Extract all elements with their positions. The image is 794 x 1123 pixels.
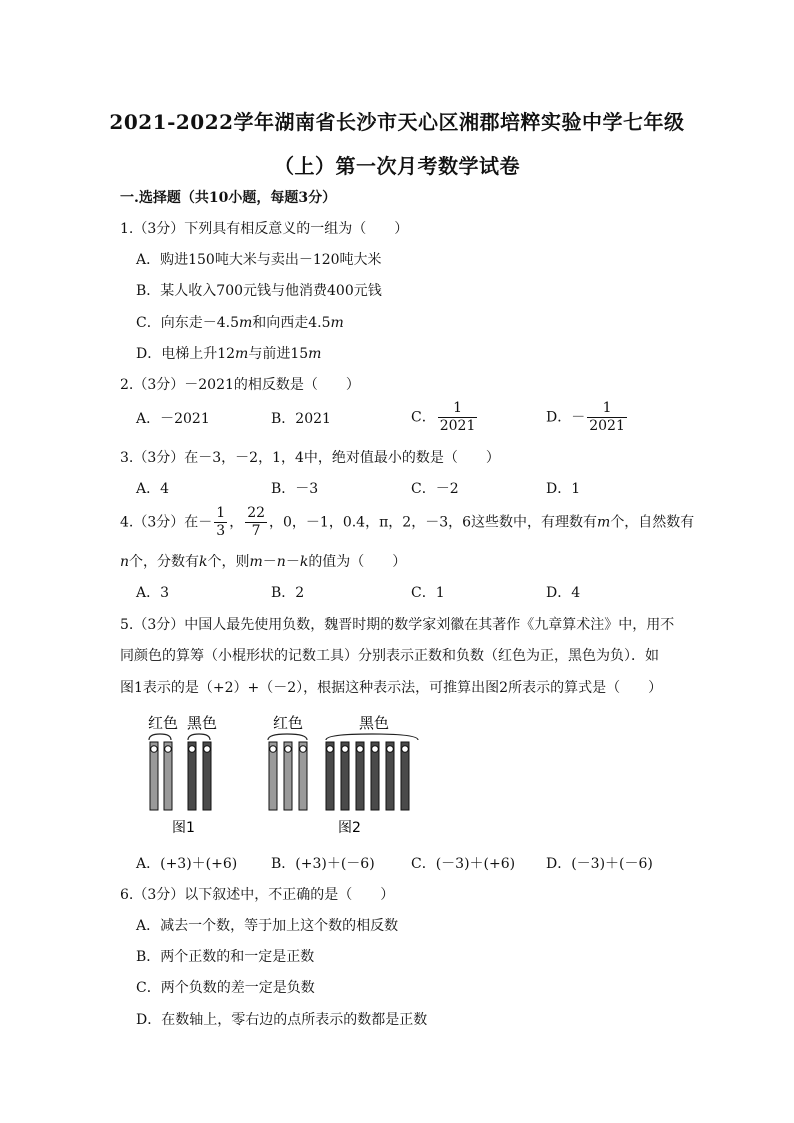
q2-stem: 2.（3分）－2021的相反数是（ ） <box>120 377 360 393</box>
q2-option-c: C． $\frac{1}{2021}$ <box>411 400 476 434</box>
fig2-red-brace <box>268 734 307 740</box>
fig1-black-label: 黑色 <box>187 714 218 732</box>
q3-option-c: C．－2 <box>411 481 459 497</box>
q3-option-a: A．4 <box>136 481 170 497</box>
q6-option-d: D．在数轴上，零右边的点所表示的数都是正数 <box>136 1012 428 1028</box>
q4-option-d: D．4 <box>546 585 581 601</box>
q5-stem-line3: 图1表示的是（+2）+（－2），根据这种表示法，可推算出图2所表示的算式是（ ） <box>120 680 663 696</box>
fig1-black-brace <box>188 734 210 740</box>
q6-stem: 6.（3分）以下叙述中，不正确的是（ ） <box>120 887 395 903</box>
q1-option-b: B．某人收入700元钱与他消费400元钱 <box>136 283 382 299</box>
fig2-red-rod-1 <box>269 742 277 810</box>
q6-option-a: A．减去一个数，等于加上这个数的相反数 <box>136 918 399 934</box>
q4-stem-line1: 4.（3分）在－ $\frac{1}{3}$ ， $\frac{22}{7}$ ，0，－1，0.4，π，2，－3，6这些数中，有理数有m个，自然数有 <box>120 505 695 539</box>
fig2-black-rod-3 <box>356 742 364 810</box>
exam-title-line2: （上）第一次月考数学试卷 <box>274 154 520 178</box>
fig1-red-brace <box>149 734 171 740</box>
q6-option-c: C．两个负数的差一定是负数 <box>136 980 315 996</box>
section-heading: 一.选择题（共10小题，每题3分） <box>120 190 337 206</box>
q4-fraction-2: $\frac{22}{7}$ <box>247 505 266 539</box>
fig1-caption: 图1 <box>172 820 195 836</box>
q4-fraction-1: $\frac{1}{3}$ <box>216 505 226 539</box>
fig2-black-rod-4 <box>371 742 379 810</box>
q3-option-b: B．－3 <box>271 481 319 497</box>
q4-option-b: B．2 <box>271 585 305 601</box>
q5-option-a: A．(+3)＋(+6) <box>136 856 238 872</box>
figure-2-counting-rods <box>260 708 430 838</box>
fig1-red-rod-2 <box>164 742 172 810</box>
q5-stem-line2: 同颜色的算筹（小棍形状的记数工具）分别表示正数和负数（红色为正，黑色为负）．如 <box>120 648 659 664</box>
fig1-red-label: 红色 <box>148 714 179 732</box>
q2-option-d: D．－ $\frac{1}{2021}$ <box>546 400 625 434</box>
q1-option-c: C．向东走－4.5m和向西走4.5m <box>136 315 344 331</box>
q3-stem: 3.（3分）在－3，－2，1，4中，绝对值最小的数是（ ） <box>120 450 500 466</box>
fig2-black-rod-1 <box>326 742 334 810</box>
q4-stem-line2: n个，分数有k个，则m－n－k的值为（ ） <box>120 554 407 570</box>
q2-c-fraction: $\frac{1}{2021}$ <box>439 400 476 434</box>
fig2-caption: 图2 <box>338 820 361 836</box>
fig1-black-rod-2 <box>203 742 211 810</box>
q1-option-d: D．电梯上升12m与前进15m <box>136 346 322 362</box>
q5-option-b: B．(+3)＋(－6) <box>271 856 375 872</box>
figure-1-counting-rods <box>140 708 230 838</box>
q4-option-a: A．3 <box>136 585 170 601</box>
q5-option-c: C．(－3)＋(+6) <box>411 856 516 872</box>
fig2-black-brace <box>326 734 418 740</box>
q2-option-b: B．2021 <box>271 411 331 427</box>
fig2-black-rod-5 <box>386 742 394 810</box>
q4-option-c: C．1 <box>411 585 445 601</box>
fig2-red-rod-3 <box>299 742 307 810</box>
fig2-black-label: 黑色 <box>359 714 390 732</box>
fig2-red-rod-2 <box>284 742 292 810</box>
exam-title-line1: 2021-2022学年湖南省长沙市天心区湘郡培粹实验中学七年级 <box>109 110 685 134</box>
q1-stem: 1.（3分）下列具有相反意义的一组为（ ） <box>120 221 409 237</box>
q5-option-d: D．(－3)＋(－6) <box>546 856 653 872</box>
q2-option-a: A．－2021 <box>136 411 210 427</box>
q2-d-fraction: $\frac{1}{2021}$ <box>589 400 625 434</box>
fig1-red-rod-1 <box>150 742 158 810</box>
fig2-black-rod-2 <box>341 742 349 810</box>
fig2-red-label: 红色 <box>273 714 304 732</box>
q5-stem-line1: 5.（3分）中国人最先使用负数，魏晋时期的数学家刘徽在其著作《九章算术注》中，用不 <box>120 617 675 633</box>
fig2-black-rod-6 <box>401 742 409 810</box>
q3-option-d: D．1 <box>546 481 581 497</box>
q1-option-a: A．购进150吨大米与卖出－120吨大米 <box>136 252 382 268</box>
q6-option-b: B．两个正数的和一定是正数 <box>136 949 315 965</box>
fig1-black-rod-1 <box>188 742 196 810</box>
